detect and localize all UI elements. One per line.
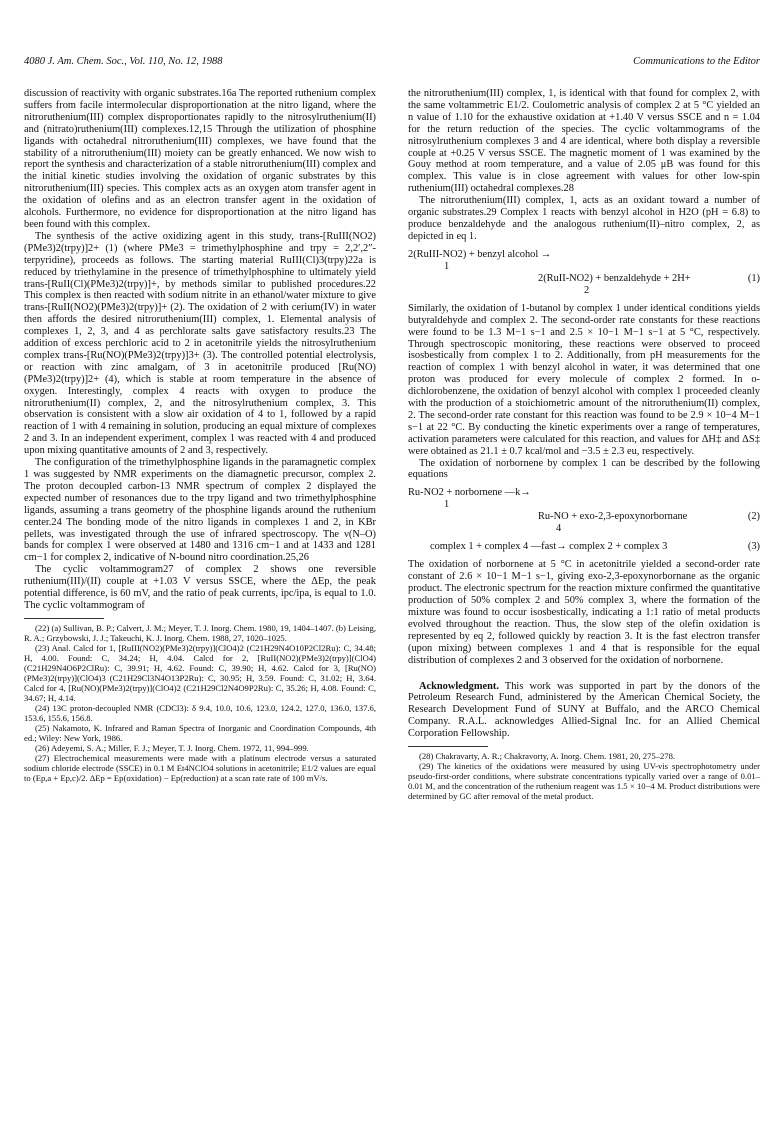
footnote: (23) Anal. Calcd for 1, [RuIII(NO2)(PMe3)2(trpy)](ClO4)2 (C21H29N4O10P2Cl2Ru): C, 34.48; H, 4.00. Found: C, 34.24; H, 4.04. Calcd for 2, [RuII(NO2)(PMe3)2(trpy)](ClO4) (C21H29N4O6P2ClRu): C, 39.91; H, 4.62. Found: C, 39.90; H, 4.62. Calcd for 3, [Ru(NO)(PMe3)2(trpy)](ClO4)3 (C21H29Cl3N4O13P2Ru): C, 30.95; H, 3.59. Found: C, 31.02; H, 3.64. Calcd for 4, [Ru(NO)(PMe3)2(trpy)](ClO4)2 (C21H29Cl2N4O9P2Ru): C, 35.26; H, 4.08. Found: C, 34.67; H, 4.14.: [24, 642, 376, 703]
acknowledgment-text: This work was supported in part by the donors of the Petroleum Research Fund, administered by the American Chemical Society, the Research Development Fund of SUNY at Buffalo, and the ARCO Chemical Company. R.A.L. acknowledges Allied-Signal Inc. for an Allied Chemical Corporation Fellowship.: [408, 680, 760, 740]
equation-number: (1): [747, 272, 760, 284]
equation-line: 2(RuII-NO2) + benzaldehyde + 2H+: [538, 272, 691, 284]
body-paragraph: Similarly, the oxidation of 1-butanol by complex 1 under identical conditions yields butyraldehyde and complex 2. The second-order rate constants for these reactions were found to be 1.3 M−1 s−1 and 2.5 × 10−1 M−1 s−1 at 5 °C, respectively. Through spectroscopic monitoring, these reactions were observed to proceed isosbestically from complex 1 to 2. Additionally, from pH measurements for the reaction of complex 1 with benzyl alcohol in water, it was determined that one proton was produced for every molecule of complex 2 formed. In o-dichlorobenzene, the oxidation of benzyl alcohol with complex 1 proceeded cleanly with the production of a stoichiometric amount of the nitroruthenium(II) complex, 2. The second-order rate constant for this reaction was found to be 2.9 × 10−4 M−1 s−1 at 22 °C. By conducting the kinetic experiments over a range of temperatures, activation parameters were calculated for this reaction, and values for ΔH‡ and ΔS‡ were obtained as 21.1 ± 0.7 kcal/mol and −3.5 ± 2.3 eu, respectively.: [408, 302, 760, 457]
footnote: (28) Chakravarty, A. R.; Chakravorty, A. Inorg. Chem. 1981, 20, 275–278.: [419, 751, 676, 762]
body-paragraph: The nitroruthenium(III) complex, 1, acts as an oxidant toward a number of organic substrates.29 Complex 1 reacts with benzyl alcohol in H2O (pH = 6.8) to produce benzaldehyde and the analogous ruthenium(II)–nitro complex, 2, as depicted in eq 1.: [408, 195, 760, 242]
footnote-rule: [24, 618, 104, 619]
footnote-rule: [408, 746, 488, 747]
section-title: Communications to the Editor: [633, 56, 760, 67]
body-paragraph: The synthesis of the active oxidizing agent in this study, trans-[RuIII(NO2)(PMe3)2(trpy)]2+ (1) (where PMe3 = trimethylphosphine and trpy = 2,2′,2″-terpyridine), proceeds as follows. The starting material RuIII(Cl)3(trpy)22a is reduced by triethylamine in the presence of trimethylphosphine to ultimately yield trans-[RuII(Cl)(PMe3)2(trpy)]+, by methods similar to published procedures.22 This complex is then reacted with sodium nitrite in an ethanol/water mixture to give trans-[RuII(NO2)(PMe3)2(trpy)]+ (2). The oxidation of 2 with cerium(IV) in water then affords the desired nitroruthenium(III) complex, 1. Elemental analysis of complexes 1, 2, 3, and 4 as perchlorate salts gave satisfactory results.23 The addition of excess perchloric acid to 2 in acetonitrile yields the nitrosylruthenium complex trans-[Ru(NO)(PMe3)2(trpy)]3+ (3). The controlled potential electrolysis, or reaction with zinc amalgam, of 3 in acetonitrile produced [Ru(NO)(PMe3)2(trpy)]2+ (4), which is stable at room temperature in the absence of oxygen. Interestingly, complex 4 reacts with oxygen to produce the nitroruthenium(II) complex, 2, and the nitrosylruthenium complex, 3. This observation is consistent with a slow air oxidation of 4 to 1, followed by a rapid reaction of 1 with 4 remaining in solution, producing an equal mixture of complexes 2 and 3. In an independent experiment, complex 1 was reacted with 4 and produced upon mixing quantitative amounts of 2 and 3, respectively.: [24, 230, 376, 457]
compound-label: 2: [584, 284, 590, 296]
equation-line: Ru-NO2 + norbornene —k→: [408, 487, 531, 499]
footnote: (24) 13C proton-decoupled NMR (CDCl3): δ 9.4, 10.0, 10.6, 123.0, 124.2, 127.0, 136.0, 137.6, 153.6, 155.6, 156.8.: [24, 702, 376, 723]
body-paragraph: The oxidation of norbornene by complex 1 can be described by the following equations: [408, 457, 760, 481]
footnote: (25) Nakamoto, K. Infrared and Raman Spectra of Inorganic and Coordination Compounds, 4th ed.; Wiley: New York, 1986.: [24, 722, 376, 743]
footnote: (27) Electrochemical measurements were made with a platinum electrode versus a saturated sodium chloride electrode (SSCE) in 0.1 M Et4NClO4 solutions in acetonitrile; E1/2 values are equal to (Ep,a + Ep,c)/2. ΔEp = Ep(oxidation) − Ep(reduction) at a scan rate rate of 100 mV/s.: [24, 752, 376, 783]
compound-label: 1: [444, 260, 450, 272]
body-paragraph: The configuration of the trimethylphosphine ligands in the paramagnetic complex 1 was suggested by NMR experiments on the diamagnetic precursor, complex 2. The proton decoupled carbon-13 NMR spectrum of complex 2 displayed the expected number of resonances due to the trpy ligand and two trimethylphosphine ligands, assuming a trans geometry of the phosphine ligands around the ruthenium center.24 The bonding mode of the nitro ligands in complexes 1 and 2, in KBr pellets, was investigated through the use of infrared spectroscopy. The ν(N–O) bands for complex 1 were observed at 1480 and 1316 cm−1 and at 1433 and 1281 cm−1 for complex 2, indicative of N-bound nitro coordination.25,26: [24, 457, 376, 564]
left-column: [24, 88, 376, 783]
acknowledgment-heading: Acknowledgment.: [419, 680, 499, 692]
body-paragraph: discussion of reactivity with organic substrates.16a The reported ruthenium complex suffers from facile intermolecular disproportionation at the nitro ligand, where the nitroruthenium(III) complex disproportionates rapidly to the nitrosylruthenium(II) and (nitrato)ruthenium(III) complexes.12,15 Through the utilization of phosphine ligands with octahedral nitroruthenium(III) complexes, we have found that the stability of a nitroruthenium(III) moiety can be greatly enhanced. We now wish to report the synthesis and characterization of a stable nitroruthenium(III) complex and the initial kinetic studies involving the oxidation of organic substrates by this nitroruthenium(III) species. This complex acts as an oxygen atom transfer agent in the oxidation of olefins and as an electron transfer agent in the oxidation of alcohols. Furthermore, no evidence for disproportionation at the nitro ligand has been found with this complex.: [24, 88, 376, 230]
footnotes-left: [24, 623, 376, 783]
right-column: [408, 88, 760, 801]
footnote: (26) Adeyemi, S. A.; Miller, F. J.; Meyer, T. J. Inorg. Chem. 1972, 11, 994–999.: [35, 742, 309, 753]
equation-1: [408, 249, 760, 297]
equation-line: 2(RuIII-NO2) + benzyl alcohol →: [408, 248, 552, 260]
body-paragraph: The cyclic voltammogram27 of complex 2 shows one reversible ruthenium(III)/(II) couple at +1.03 V versus SSCE, where the ΔEp, the peak potential difference, is 60 mV, and the ratio of peak currents, ipc/ipa, is equal to 1.0. The cyclic voltammogram of: [24, 564, 376, 611]
running-header: [24, 56, 760, 72]
compound-label: 1: [444, 499, 450, 511]
equation-number: (2): [747, 511, 760, 523]
equation-3: [408, 541, 760, 553]
footnotes-right: [408, 751, 760, 801]
acknowledgment: [408, 681, 760, 741]
journal-citation: 4080 J. Am. Chem. Soc., Vol. 110, No. 12, 1988: [24, 56, 223, 67]
footnote: (29) The kinetics of the oxidations were measured by using UV-vis spectrophotometry under pseudo-first-order conditions, where substrate concentrations typically varied over a range of 0.01–0.01 M, and the concentration of the ruthenium reagent was 1.5 × 10−4 M. Product distributions were determined by GC after removal of the metal product.: [408, 761, 760, 802]
body-paragraph: the nitroruthenium(III) complex, 1, is identical with that found for complex 2, with the same voltammetric E1/2. Coulometric analysis of complex 2 at 5 °C yielded an n value of 1.10 for the exhaustive oxidation at +1.40 V versus SSCE and n = 1.04 for the return reduction of the species. The cyclic voltammograms of the nitrosylruthenium complexes 3 and 4 are identical, where both display a reversible couple at +0.25 V versus SSCE. The magnetic moment of 1 was examined by the Gouy method at room temperature, and a value of 2.05 μB was found for this complex. This value is in close agreement with values for other low-spin ruthenium(III) octahedral complexes.28: [408, 88, 760, 195]
compound-label: 4: [556, 523, 562, 535]
equation-line: complex 1 + complex 4 —fast→ complex 2 + complex 3: [430, 541, 668, 553]
equation-2: [408, 487, 760, 535]
equation-number: (3): [747, 541, 760, 553]
footnote: (22) (a) Sullivan, B. P.; Calvert, J. M.; Meyer, T. J. Inorg. Chem. 1980, 19, 1404–1407. (b) Leising, R. A.; Grzybowski, J. J.; Takeuchi, K. J. Inorg. Chem. 1988, 27, 1020–1025.: [24, 622, 376, 643]
equation-line: Ru-NO + exo-2,3-epoxynorbornane: [538, 511, 688, 523]
body-paragraph: The oxidation of norbornene at 5 °C in acetonitrile yielded a second-order rate constant of 2.6 × 10−1 M−1 s−1, giving exo-2,3-epoxynorbornane as the organic product. The electronic spectrum for the reaction mixture confirmed the quantitative production of 50% complex 2 and 50% complex 3, where the formation of the mixture was found to occur isosbestically, indicating a 1:1 ratio of metal products evolved throughout the reaction. Thus, the slow step of the olefin oxidation is represented by eq 2, followed quickly by reaction 3. It is the fast electron transfer (upon mixing) between complexes 1 and 4 that is responsible for the equal distribution of complexes 2 and 3 observed for the oxidation of norbornene.: [408, 559, 760, 666]
